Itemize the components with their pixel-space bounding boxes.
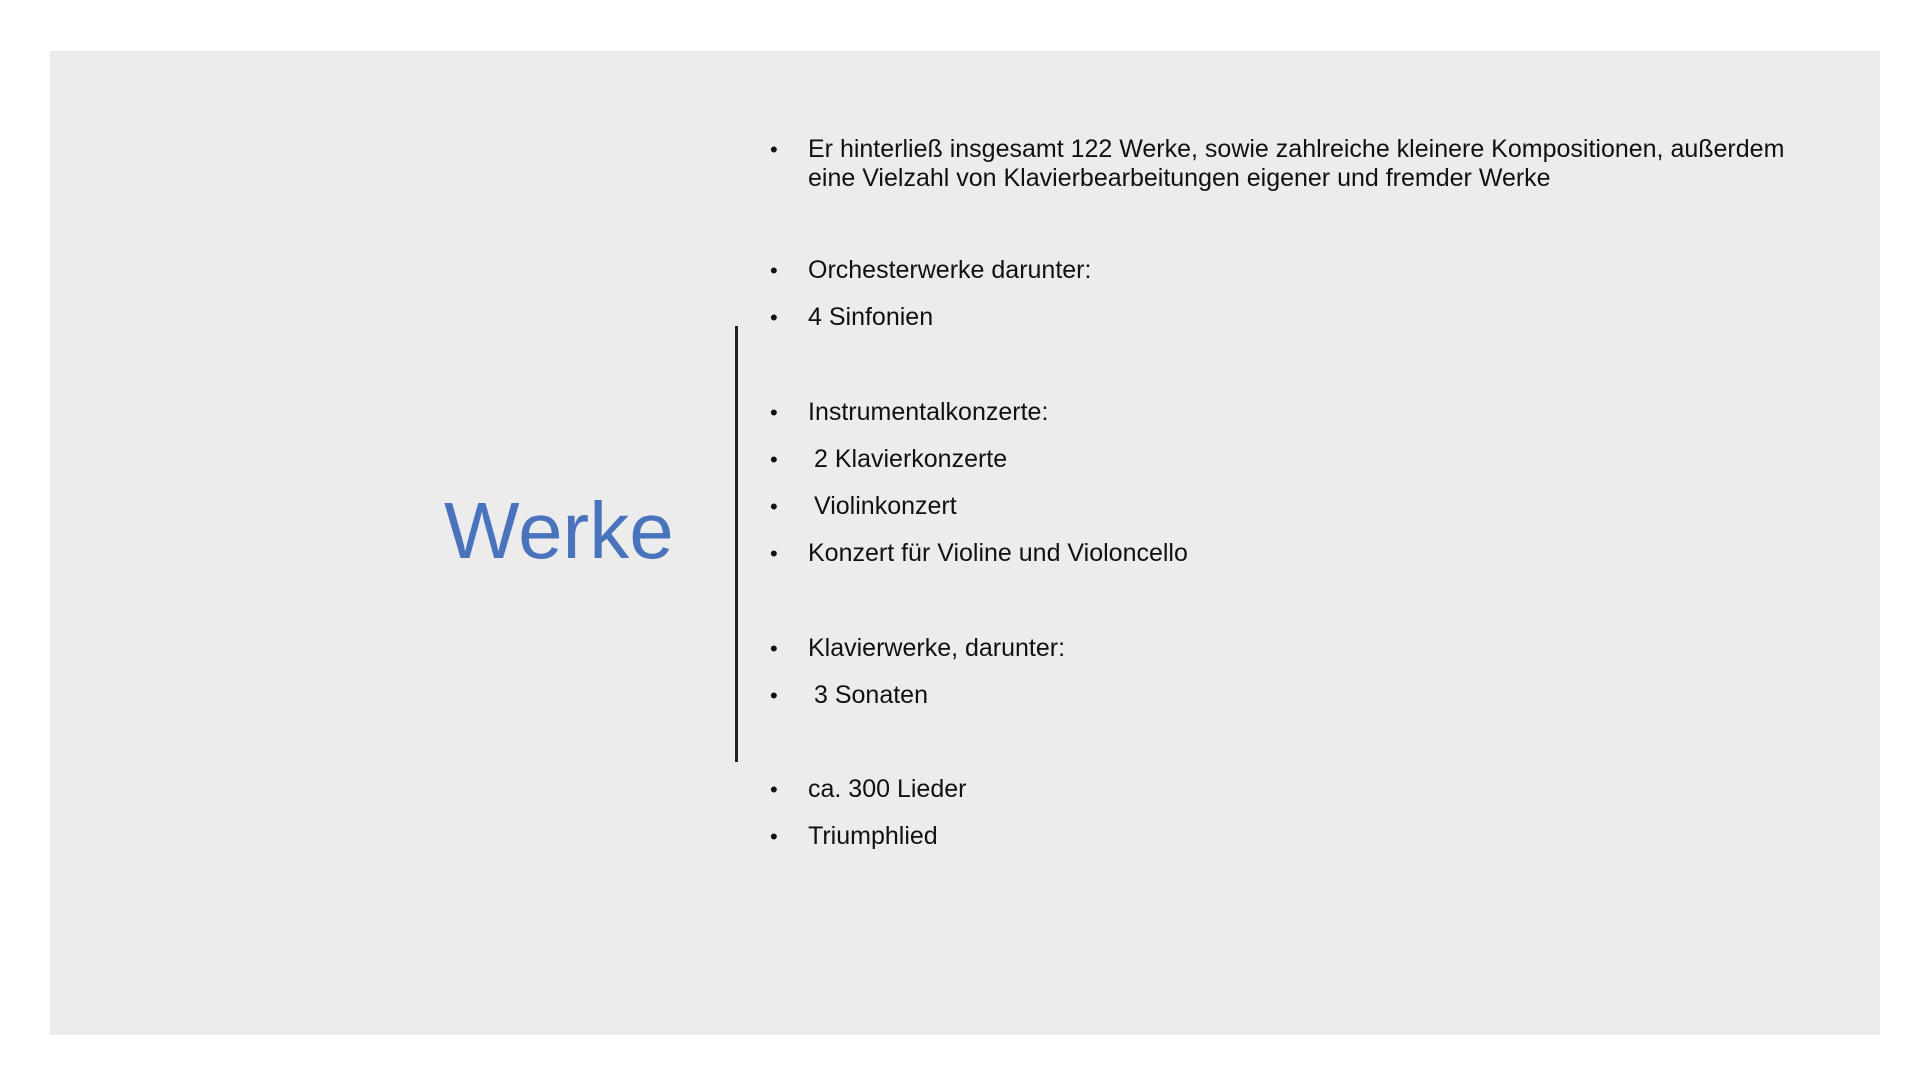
list-item-text: 4 Sinfonien [808,303,934,331]
bullet-icon: • [770,400,778,425]
bullet-icon: • [770,137,778,162]
list-item-text: ca. 300 Lieder [808,775,967,803]
list-item-text: Konzert für Violine und Violoncello [808,539,1188,567]
list-item-text: Orchesterwerke darunter: [808,256,1092,284]
vertical-divider [735,326,738,762]
bullet-icon: • [770,494,778,519]
bullet-icon: • [770,305,778,330]
bullet-icon: • [770,541,778,566]
list-item-text: Instrumentalkonzerte: [808,398,1049,426]
bullet-icon: • [770,636,778,661]
bullet-icon: • [770,683,778,708]
list-item-text: 3 Sonaten [814,681,928,709]
slide-title: Werke [444,486,674,575]
bullet-icon: • [770,824,778,849]
list-item-text: Klavierwerke, darunter: [808,634,1066,662]
list-item-text: Triumphlied [808,822,938,850]
list-item-text: Violinkonzert [814,492,957,520]
bullet-icon: • [770,258,778,283]
bullet-icon: • [770,777,778,802]
slide [50,51,1880,1035]
list-item-text: Er hinterließ insgesamt 122 Werke, sowie zahlreiche kleinere Kompositionen, außerdem eine Vielzahl von Klavierbearbeitungen eigener und fremder Werke [808,135,1785,192]
bullet-list [770,51,1820,1035]
list-item-text: 2 Klavierkonzerte [814,445,1008,473]
bullet-icon: • [770,447,778,472]
